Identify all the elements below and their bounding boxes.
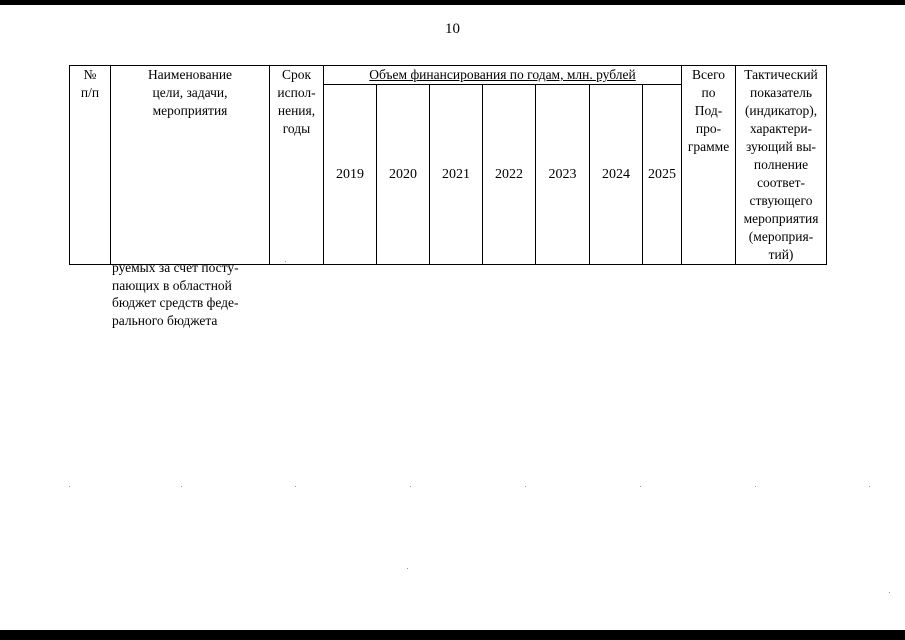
header-term [270, 66, 324, 265]
header-line: показатель [749, 85, 813, 100]
continuation-line: пающих в областной [112, 277, 232, 293]
header-line: соответ- [757, 175, 805, 190]
header-financing [324, 66, 682, 85]
top-border-bar [0, 0, 905, 5]
continuation-line: руемых за счет посту- [112, 260, 239, 275]
year-2025: 2025 [643, 85, 682, 265]
scan-speck [869, 486, 870, 487]
header-line: мероприятия [152, 103, 228, 118]
header-line: по [701, 85, 716, 100]
year-2022: 2022 [483, 85, 536, 265]
scan-speck [889, 592, 890, 593]
scan-speck [181, 486, 182, 487]
scan-speck [410, 486, 411, 487]
header-line: ствующего [749, 193, 813, 208]
header-line: годы [282, 121, 311, 136]
header-line: про- [695, 121, 722, 136]
scan-speck [525, 486, 526, 487]
header-line: Тактический [744, 67, 818, 82]
header-total [682, 66, 736, 265]
header-line: (индикатор), [744, 103, 818, 118]
header-line: испол- [277, 85, 316, 100]
header-line: тий) [768, 247, 794, 262]
header-name [111, 66, 270, 265]
financing-table [69, 65, 827, 265]
header-line: нения, [277, 103, 316, 118]
continuation-text [112, 259, 270, 329]
year-2024: 2024 [590, 85, 643, 265]
scan-speck [69, 486, 70, 487]
year-2023: 2023 [536, 85, 590, 265]
scan-speck [640, 486, 641, 487]
bottom-border-bar [0, 630, 905, 640]
header-line: грамме [687, 139, 730, 154]
header-line: Наименование [147, 67, 233, 82]
header-line: п/п [80, 85, 100, 100]
scan-speck [285, 261, 286, 262]
scan-speck [407, 568, 408, 569]
header-line: № [83, 67, 97, 82]
header-line: Всего [691, 67, 726, 82]
financing-title: Объем финансирования по годам, млн. рублей [369, 67, 636, 82]
year-2021: 2021 [430, 85, 483, 265]
header-line: зующий вы- [745, 139, 817, 154]
header-line: Под- [694, 103, 723, 118]
continuation-line: бюджет средств феде- [112, 295, 239, 310]
scan-speck [295, 486, 296, 487]
header-line: Срок [281, 67, 312, 82]
year-2020: 2020 [377, 85, 430, 265]
header-line: полнение [753, 157, 809, 172]
continuation-line: рального бюджета [112, 312, 218, 328]
page-number: 10 [445, 21, 460, 37]
header-number [70, 66, 111, 265]
header-indicator [736, 66, 827, 265]
header-line: мероприятия [743, 211, 819, 226]
header-line: (мероприя- [748, 229, 814, 244]
header-line: цели, задачи, [152, 85, 228, 100]
scan-speck [755, 486, 756, 487]
year-2019: 2019 [324, 85, 377, 265]
header-line: характери- [749, 121, 813, 136]
